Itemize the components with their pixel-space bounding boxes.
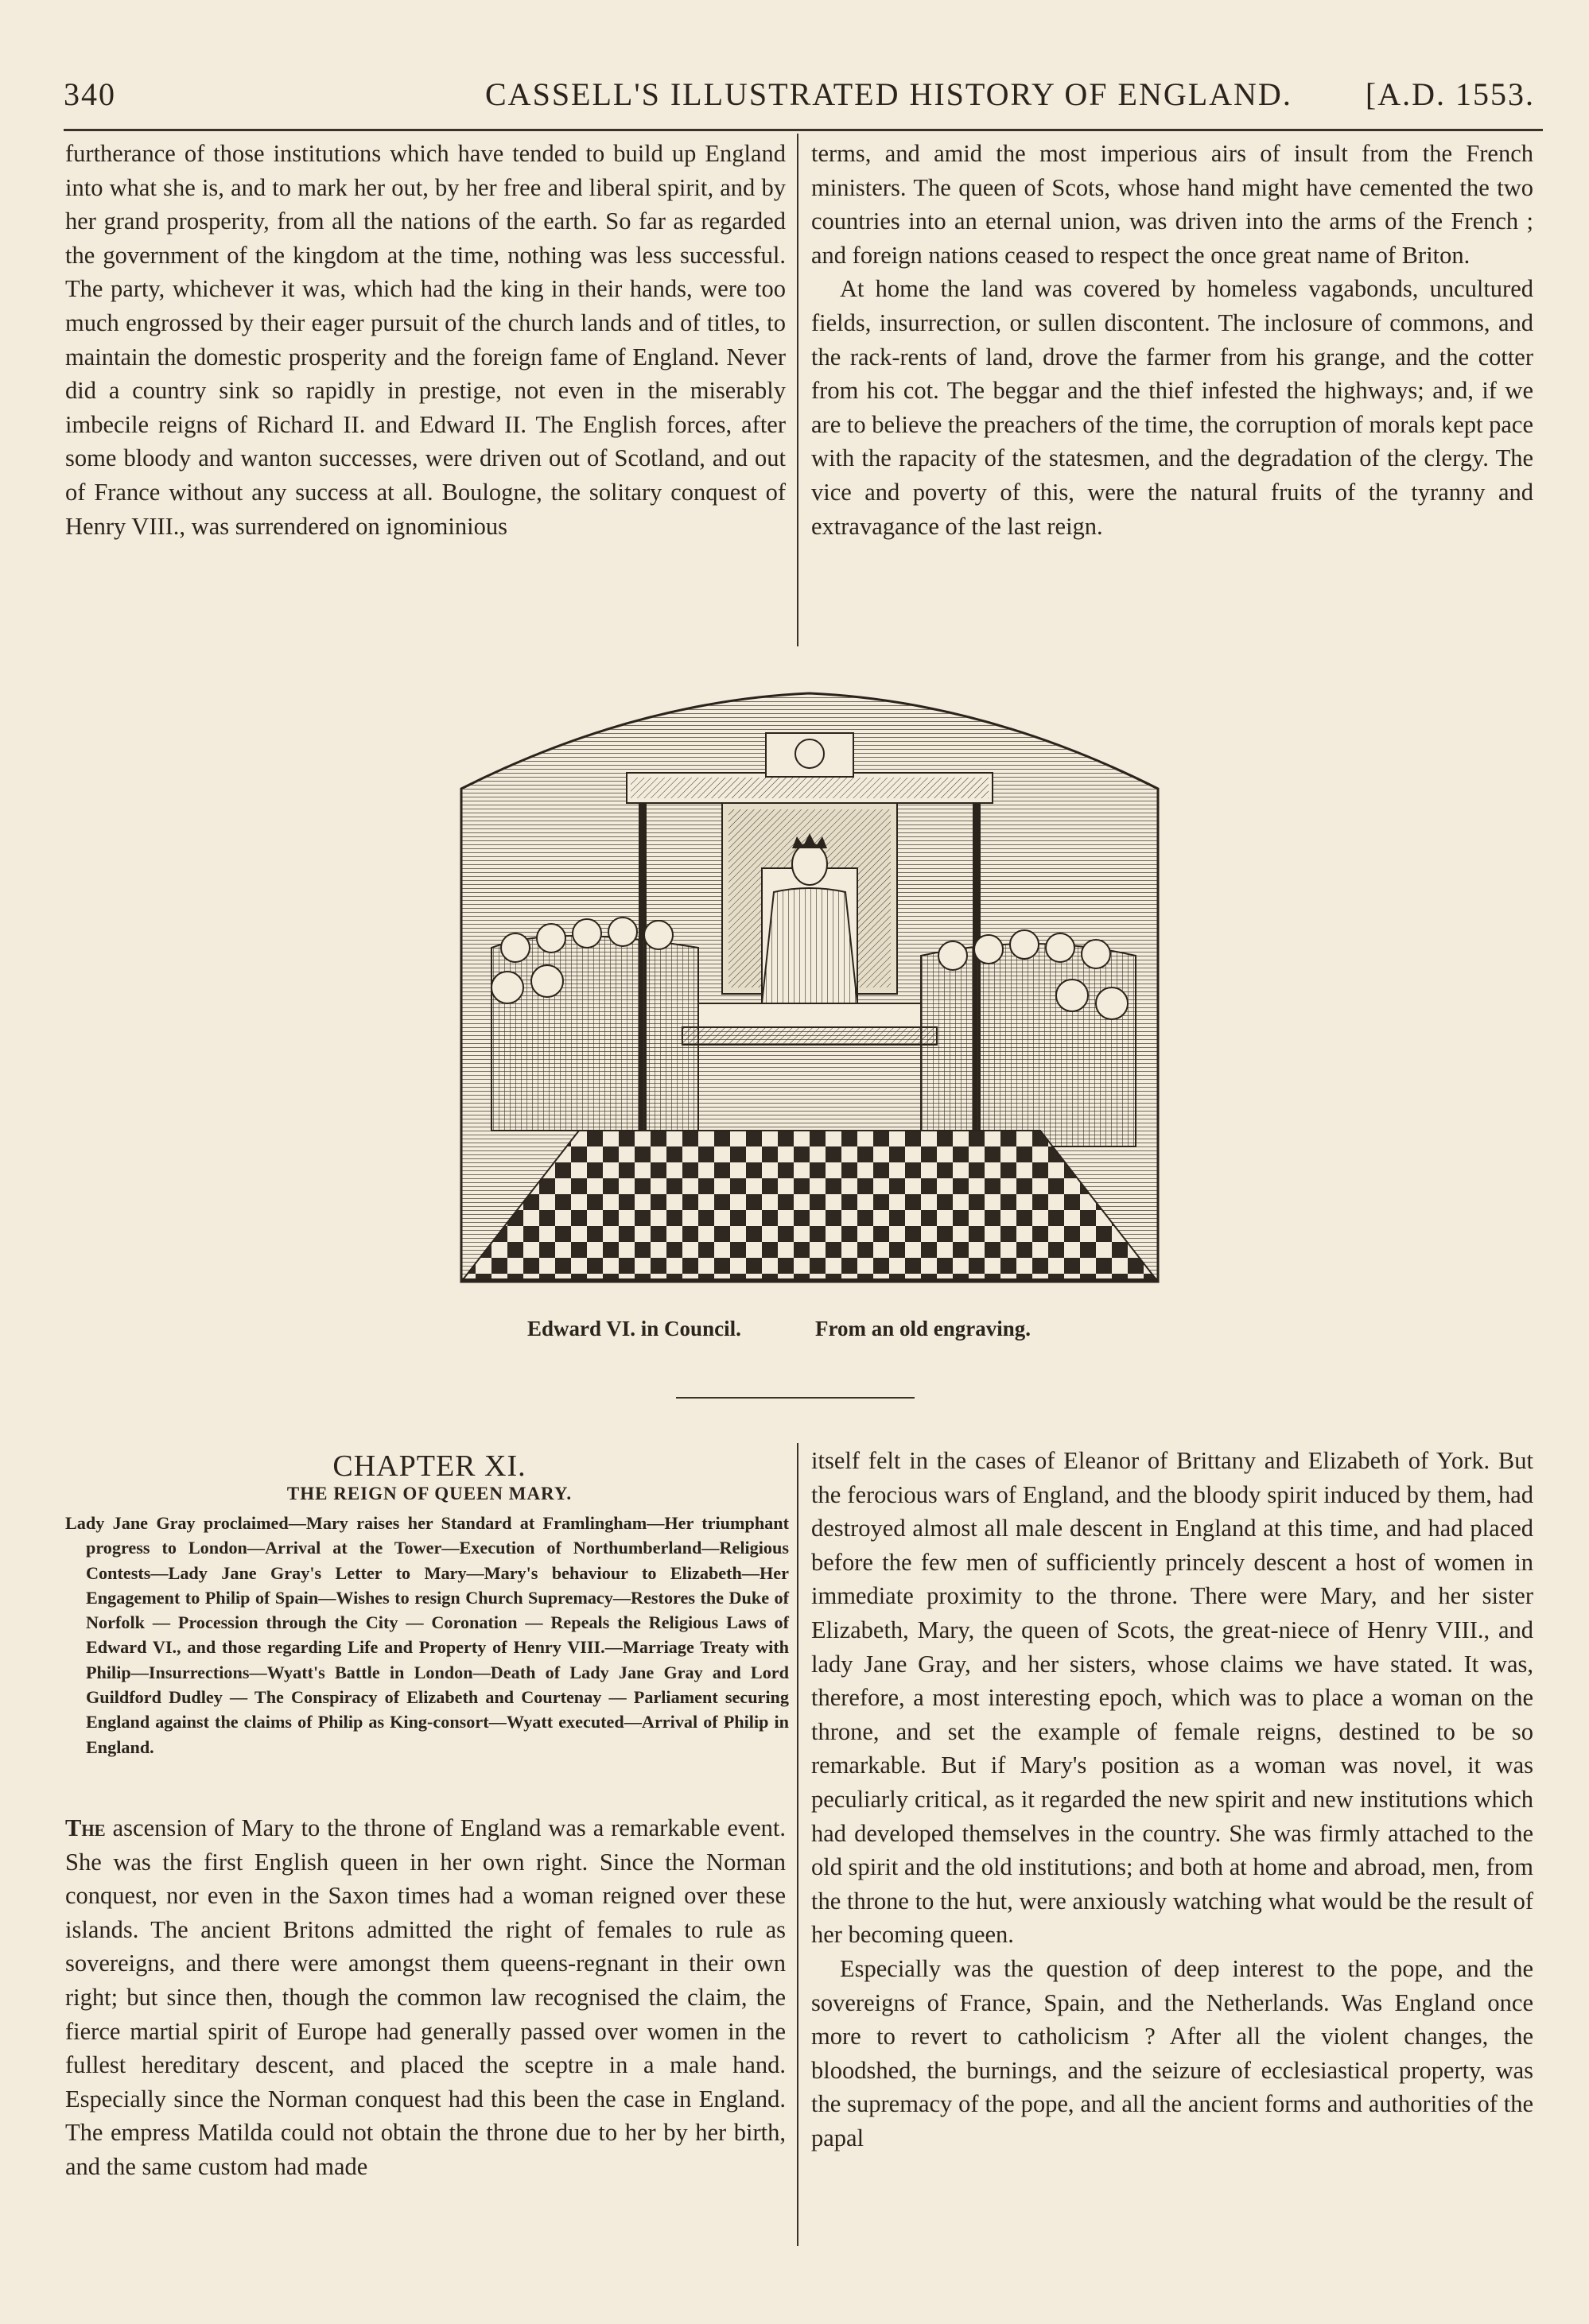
section-rule	[676, 1397, 915, 1399]
chapter-title: THE REIGN OF QUEEN MARY.	[286, 1484, 573, 1503]
synopsis-text: Lady Jane Gray proclaimed—Mary raises her Standard at Framlingham—Her triumphant progress to London—Arrival at the Tower—Execution of Northumberland—Religious Contests—Lady Jane Gray's Letter to Mary—Mary's behaviour to Elizabeth—Her Engagement to Philip of Spain—Wishes to resign Church Supremacy—Restores the Duke of Norfolk — Procession through the City — Coronation — Repeals the Religious Laws of Edward VI., and those regarding Life and Property of Henry VIII.—Marriage Treaty with Philip—Insurrections—Wyatt's Battle in London—Death of Lady Jane Gray and Lord Guildford Dudley — The Conspiracy of Elizabeth and Courtenay — Parliament securing England against the claims of Philip as King-consort—Wyatt executed—Arrival of Philip in England.	[65, 1513, 789, 1757]
column-divider	[797, 1443, 798, 2246]
drop-word: The	[65, 1814, 106, 1841]
bottom-right-column	[811, 1444, 1533, 2155]
figure-caption-title: Edward VI. in Council.	[527, 1317, 741, 1340]
top-left-column	[65, 137, 786, 543]
chapter-synopsis	[65, 1511, 789, 1759]
paragraph-text: ascension of Mary to the throne of England was a remarkable event. She was the first English queen in her own right. Since the Norman conquest, nor even in the Saxon times had a woman reigned over these islands. The ancient Britons admitted the right of females to rule as sovereigns, and there were amongst them queens-regnant in their own right; but since then, though the common law recognised the claim, the fierce martial spirit of Europe had generally passed over women in the fullest hereditary descent, and placed the sceptre in a male hand. Especially since the Norman conquest had this been the case in England. The empress Matilda could not obtain the throne due to her by her birth, and the same custom had made	[65, 1814, 786, 2180]
figure-caption-source: From an old engraving.	[815, 1317, 1031, 1340]
bottom-left-column	[65, 1811, 786, 2184]
paragraph: furtherance of those institutions which have tended to build up England into what she is, and to mark her out, by her free and liberal spirit, and by her grand prosperity, from all the nations of the earth. So far as regarded the government of the kingdom at the time, nothing was less successful. The party, whichever it was, which had the king in their hands, were too much engrossed by their eager pursuit of the church lands and of titles, to maintain the domestic prosperity and the foreign fame of England. Never did a country sink so rapidly in prestige, not even in the miserably imbecile reigns of Richard II. and Edward II. The English forces, after some bloody and wanton successes, were driven out of Scotland, and out of France without any success at all. Boulogne, the solitary conquest of Henry VIII., was surrendered on ignominious	[65, 140, 786, 540]
running-title: CASSELL'S ILLUSTRATED HISTORY OF ENGLAND.	[485, 76, 1292, 112]
page-date: [A.D. 1553.	[1365, 76, 1535, 112]
header-rule	[64, 129, 1543, 131]
paragraph: itself felt in the cases of Eleanor of Brittany and Elizabeth of York. But the ferocious wars of England, and the bloody spirit induced by them, had destroyed almost all male descent in England at this time, and had placed before the few men of sufficiently princely descent a host of women in immediate proximity to the throne. There were Mary, and her sister Elizabeth, Mary, the queen of Scots, the great-niece of Henry VIII., and lady Jane Gray, and her sisters, whose claims we have stated. It was, therefore, a most interesting epoch, which was to place a woman on the throne, and set the example of female reigns, destined to be so remarkable. But if Mary's position as a woman was novel, it was peculiarly critical, as it regarded the new spirit and new institutions which had developed themselves in the country. She was firmly attached to the old spirit and the old institutions; and both at home and abroad, men, from the throne to the hut, were anxiously watching what would be the result of her becoming queen.	[811, 1447, 1533, 1949]
running-head	[64, 76, 1535, 120]
column-divider	[797, 134, 798, 646]
paragraph	[65, 1811, 786, 2184]
paragraph: At home the land was covered by homeless vagabonds, uncultured fields, insurrection, or sullen discontent. The inclosure of commons, and the rack-rents of land, drove the farmer from his grange, and the cotter from his cot. The beggar and the thief infested the highways; and, if we are to believe the preachers of the time, the corruption of morals kept pace with the rapacity of the statesmen, and the degradation of the clergy. The vice and poverty of this, were the natural fruits of the tyranny and extravagance of the last reign.	[811, 275, 1533, 540]
top-right-column	[811, 137, 1533, 543]
engraving-figure	[460, 685, 1160, 1283]
paragraph: Especially was the question of deep interest to the pope, and the sovereigns of France, Spain, and the Netherlands. Was England once more to revert to catholicism ? After all the violent changes, the bloodshed, the burnings, and the seizure of ecclesiastical property, was the supremacy of the pope, and all the ancient forms and authorities of the papal	[811, 1954, 1533, 2151]
paragraph: terms, and amid the most imperious airs of insult from the French ministers. The queen of Scots, whose hand might have cemented the two countries into an eternal union, was driven into the arms of the French ; and foreign nations ceased to respect the once great name of Briton.	[811, 140, 1533, 269]
page-number: 340	[64, 76, 116, 112]
council-engraving-illustration	[460, 685, 1160, 1283]
chapter-number: CHAPTER XI.	[332, 1449, 526, 1483]
